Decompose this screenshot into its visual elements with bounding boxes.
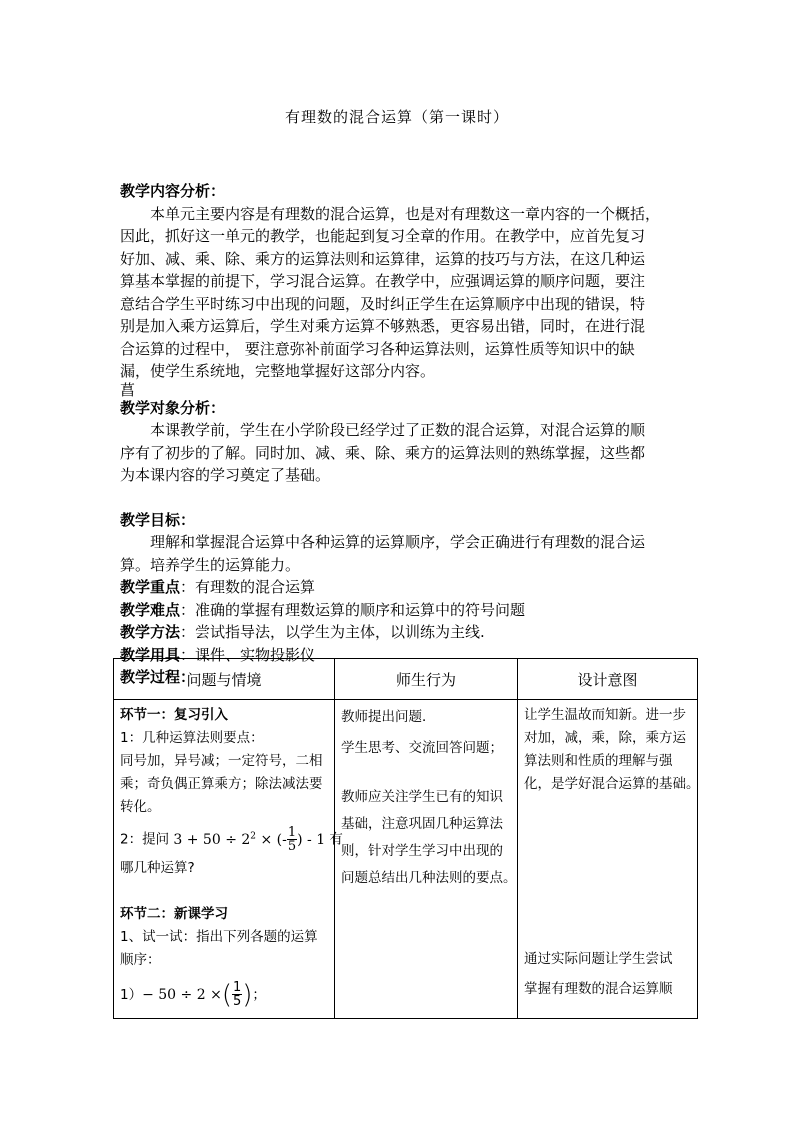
objectives-heading: 教学目标： (120, 510, 196, 529)
cell-line: 对加，减，乘，除，乘方运 (524, 730, 686, 746)
fraction-denominator: 5 (232, 994, 242, 1010)
objectives-line: 算。培养学生的运算能力。 (120, 555, 301, 574)
question-2-suffix: 有 (325, 831, 343, 848)
problem-situation-cell (114, 700, 343, 1019)
methods-row (120, 621, 695, 644)
cell-line: 让学生温故而知新。进一步 (524, 707, 686, 723)
difficulties-row (120, 599, 695, 622)
exercise-expression: − 50 ÷ 2 × (142, 986, 222, 1003)
right-paren: ) (242, 979, 253, 1010)
cell-line: 算法则和性质的理解与强 (524, 753, 673, 769)
cell-line: 问题总结出几种法则的要点。 (341, 870, 517, 886)
cell-line: 1：几种运算法则要点： (120, 730, 264, 746)
object-analysis-heading: 教学对象分析： (120, 398, 226, 417)
difficulties-label: 教学难点 (120, 600, 181, 619)
tools-text: 课件、实物投影仪 (195, 645, 316, 664)
exercise-label: 1） (120, 986, 143, 1003)
key-points-row (120, 576, 695, 599)
design-intent-cell (518, 700, 698, 1019)
cell-line: 通过实际问题让学生尝试 (524, 951, 673, 967)
fraction-denominator: 5 (287, 839, 297, 855)
object-analysis-line: 本课教学前，学生在小学阶段已经学过了正数的混合运算，对混合运算的顺 (150, 421, 646, 439)
content-analysis-line: 别是加入乘方运算后，学生对乘方运算不够熟悉，更容易出错，同时，在进行混 (120, 317, 646, 335)
process-table (113, 658, 698, 1019)
expr-part: 3 + 50 ÷ 2 (173, 831, 251, 848)
left-paren: ( (221, 979, 232, 1010)
fraction (287, 826, 297, 853)
content-analysis-heading: 教学内容分析： (120, 182, 226, 200)
difficulties-sep: ： (180, 600, 196, 619)
methods-sep: ： (180, 623, 196, 641)
content-analysis-line: 合运算的过程中， 要注意弥补前面学习各种运算法则，运算性质等知识中的缺 (120, 339, 635, 358)
cell-line: 化，是学好混合运算的基础。 (524, 776, 700, 792)
question-2-prefix: 2：提问 (120, 831, 174, 848)
table-row (114, 700, 698, 1019)
content-analysis-line: 本单元主要内容是有理数的混合运算，也是对有理数这一章内容的一个概括， (150, 204, 661, 223)
cell-line: 同号加，异号减；一定符号，二相 (120, 753, 323, 769)
document-body (120, 180, 695, 689)
cell-line: 教师应关注学生已有的知识 (341, 789, 503, 805)
object-analysis-line: 为本课内容的学习奠定了基础。 (120, 466, 331, 484)
question-2 (120, 819, 343, 857)
content-analysis-line: 意结合学生平时练习中出现的问题，及时纠正学生在运算顺序中出现的错误，特 (120, 294, 646, 313)
cell-line: 掌握有理数的混合运算顺 (524, 981, 673, 997)
objectives-line: 理解和掌握混合运算中各种运算的运算顺序，学会正确进行有理数的混合运 (150, 533, 646, 551)
fraction (232, 981, 242, 1008)
key-points-label: 教学重点 (120, 578, 181, 596)
cell-line: 则，针对学生学习中出现的 (341, 843, 503, 859)
table-header-cell: 设计意图 (518, 659, 698, 700)
cell-line: 哪几种运算? (120, 859, 195, 876)
tools-label: 教学用具 (120, 645, 181, 664)
section1-title: 环节一：复习引入 (120, 707, 228, 723)
exercise-end: ； (252, 986, 266, 1003)
cell-line: 基础，注意巩固几种运算法 (341, 816, 503, 832)
table-header-row (114, 659, 698, 700)
cell-line: 转化。 (120, 799, 161, 815)
expr-part: ) - 1 (297, 831, 326, 848)
table-header-cell: 问题与情境 (114, 659, 335, 700)
key-points-sep: ： (180, 578, 196, 596)
object-analysis-line: 序有了初步的了解。同时加、减、乘、除、乘方的运算法则的熟练掌握，这些都 (120, 443, 646, 462)
content-analysis-line: 好加、减、乘、除、乘方的运算法则和运算律，运算的技巧与方法，在这几种运 (120, 249, 646, 268)
expr-exponent: 2 (250, 831, 257, 841)
cell-line: 学生思考、交流回答问题； (341, 740, 503, 756)
process-heading: 教学过程： (120, 668, 196, 686)
question-2-expression (173, 825, 326, 855)
methods-text: 尝试指导法，以学生为主体，以训练为主线. (195, 623, 485, 641)
exercise-1 (120, 972, 328, 1018)
cell-line: 教师提出问题． (341, 709, 436, 725)
table-header-cell: 师生行为 (335, 659, 518, 700)
expr-part: × (- (256, 831, 287, 848)
methods-label: 教学方法 (120, 623, 181, 641)
content-analysis-line: 算基本掌握的前提下，学习混合运算。在教学中，应强调运算的顺序问题，要注 (120, 272, 646, 290)
key-points-text: 有理数的混合运算 (195, 578, 316, 596)
teacher-student-cell (335, 700, 518, 1019)
cell-line: 1、试一试：指出下列各题的运算 (120, 928, 318, 945)
stray-character: 菖 (120, 380, 136, 399)
content-analysis-line: 漏，使学生系统地，完整地掌握好这部分内容。 (120, 362, 436, 380)
page-title: 有理数的混合运算（第一课时） (284, 108, 509, 126)
content-analysis-line: 因此，抓好这一单元的教学，也能起到复习全章的作用。在教学中，应首先复习 (120, 227, 646, 245)
tools-sep: ： (180, 645, 196, 664)
difficulties-text: 准确的掌握有理数运算的顺序和运算中的符号问题 (195, 600, 526, 619)
fraction-numerator: 1 (232, 980, 242, 996)
cell-line: 乘；奇负偶正算乘方；除法减法要 (120, 776, 323, 792)
section2-title: 环节二：新课学习 (120, 905, 228, 922)
fraction-numerator: 1 (287, 825, 297, 841)
cell-line: 顺序： (120, 951, 161, 968)
